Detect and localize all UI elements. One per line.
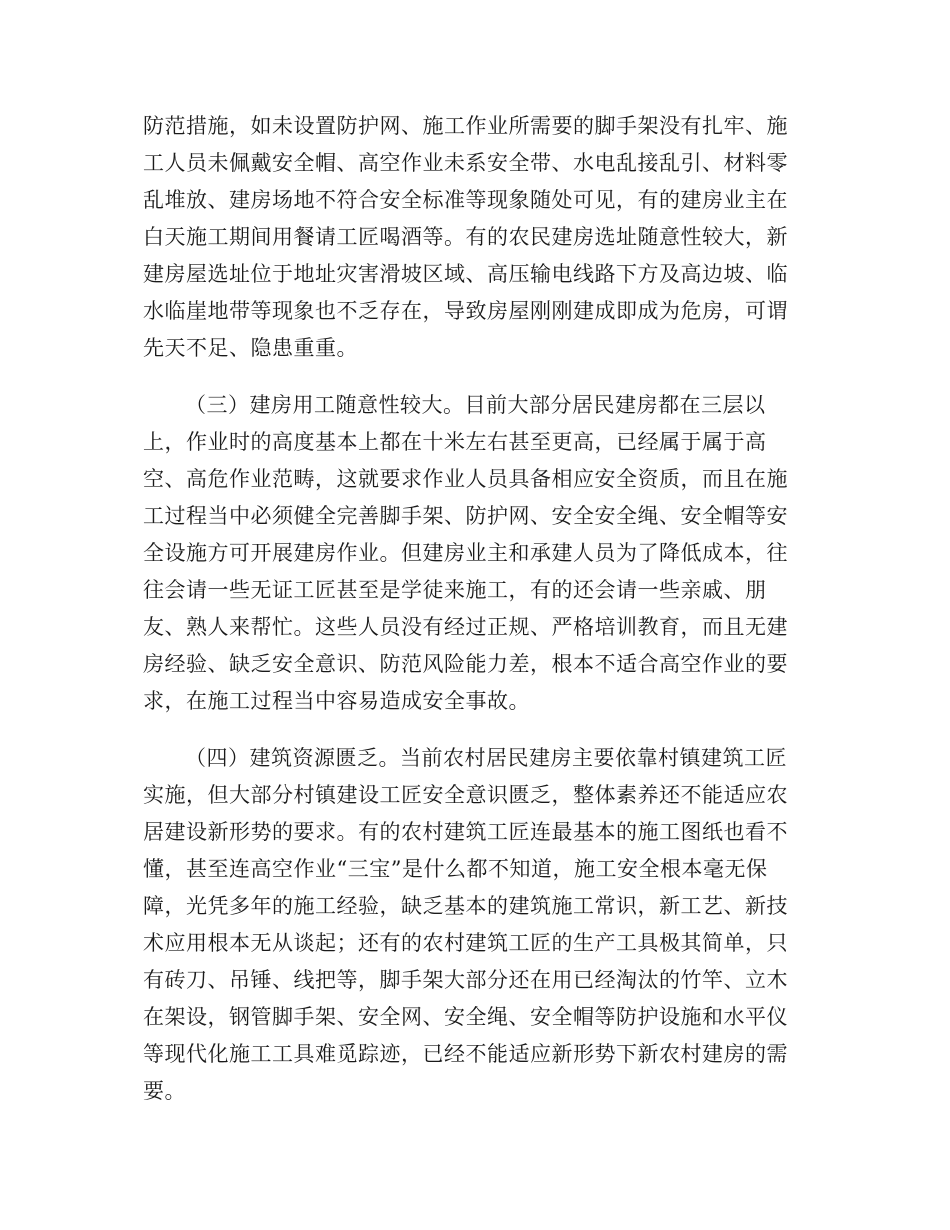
text-line: 防范措施，如未设置防护网、施工作业所需要的脚手架没有扎牢、施 xyxy=(143,114,788,138)
text-line: 房经验、缺乏安全意识、防范风险能力差，根本不适合高空作业的要 xyxy=(143,652,788,676)
text-line: 工人员未佩戴安全帽、高空作业未系安全带、水电乱接乱引、材料零 xyxy=(143,151,788,175)
paragraph-3-section-four xyxy=(143,740,803,1110)
text-line: 工过程当中必须健全完善脚手架、防护网、安全安全绳、安全帽等安 xyxy=(143,504,788,528)
text-line: 建房屋选址位于地址灾害滑坡区域、高压输电线路下方及高边坡、临 xyxy=(143,262,788,286)
document-body xyxy=(143,108,803,1110)
text-line: 居建设新形势的要求。有的农村建筑工匠连最基本的施工图纸也看不 xyxy=(143,820,788,844)
text-line: 障，光凭多年的施工经验，缺乏基本的建筑施工常识，新工艺、新技 xyxy=(143,894,788,918)
text-line: 有砖刀、吊锤、线把等，脚手架大部分还在用已经淘汰的竹竿、立木 xyxy=(143,968,788,992)
text-line: 在架设，钢管脚手架、安全网、安全绳、安全帽等防护设施和水平仪 xyxy=(143,1005,788,1029)
text-line: （三）建房用工随意性较大。目前大部分居民建房都在三层以 xyxy=(185,393,766,417)
text-line: 水临崖地带等现象也不乏存在，导致房屋刚刚建成即成为危房，可谓 xyxy=(143,299,788,323)
text-line: 白天施工期间用餐请工匠喝酒等。有的农民建房选址随意性较大，新 xyxy=(143,225,788,249)
text-line: 先天不足、隐患重重。 xyxy=(143,336,358,360)
text-line: 往会请一些无证工匠甚至是学徒来施工，有的还会请一些亲戚、朋 xyxy=(143,578,767,602)
text-line: 懂，甚至连高空作业“三宝”是什么都不知道，施工安全根本毫无保 xyxy=(143,857,768,881)
text-line: 上，作业时的高度基本上都在十米左右甚至更高，已经属于属于高 xyxy=(143,430,767,454)
text-line: 实施，但大部分村镇建设工匠安全意识匮乏，整体素养还不能适应农 xyxy=(143,783,788,807)
paragraph-1 xyxy=(143,108,803,367)
text-line: 空、高危作业范畴，这就要求作业人员具备相应安全资质，而且在施 xyxy=(143,467,788,491)
paragraph-2-section-three xyxy=(143,387,803,720)
text-line: 友、熟人来帮忙。这些人员没有经过正规、严格培训教育，而且无建 xyxy=(143,615,788,639)
text-line: （四）建筑资源匮乏。当前农村居民建房主要依靠村镇建筑工匠 xyxy=(185,746,787,770)
text-line: 乱堆放、建房场地不符合安全标准等现象随处可见，有的建房业主在 xyxy=(143,188,788,212)
text-line: 要。 xyxy=(143,1079,186,1103)
text-line: 求，在施工过程当中容易造成安全事故。 xyxy=(143,689,530,713)
text-line: 全设施方可开展建房作业。但建房业主和承建人员为了降低成本，往 xyxy=(143,541,788,565)
text-line: 术应用根本无从谈起；还有的农村建筑工匠的生产工具极其简单，只 xyxy=(143,931,788,955)
text-line: 等现代化施工工具难觅踪迹，已经不能适应新形势下新农村建房的需 xyxy=(143,1042,788,1066)
